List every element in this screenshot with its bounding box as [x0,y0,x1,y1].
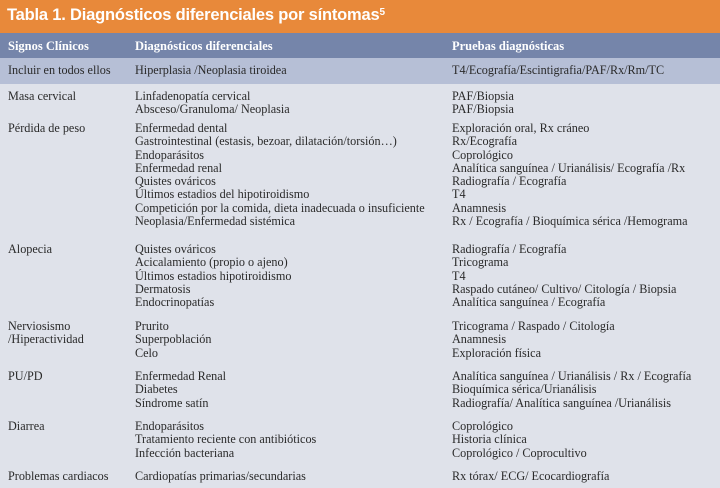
test-line: Exploración oral, Rx cráneo [452,121,590,135]
cell-sign [8,64,134,77]
cell-tests [452,420,720,460]
cell-tests [452,370,720,410]
cell-sign [8,90,134,103]
diagnosis-line: Síndrome satín [135,395,209,410]
sign-line: Masa cervical [8,89,77,103]
diagnosis-line: Endoparásitos [135,147,205,162]
diagnosis-line: Diabetes [135,382,178,397]
cell-diagnoses [135,243,445,309]
test-line: Analítica sanguínea / Urianálisis/ Ecografía /Rx [452,160,686,175]
cell-sign [8,420,134,433]
test-line: Tricograma [452,255,509,270]
cell-diagnoses [135,320,445,360]
sign-line: Alopecia [8,242,52,256]
test-line: PAF/Biopsia [452,89,514,103]
test-line: Rx tórax/ ECG/ Ecocardiografía [452,469,610,483]
cell-tests [452,122,720,228]
diagnosis-line: Últimos estadios hipotiroidismo [135,268,292,283]
diagnosis-line: Dermatosis [135,281,191,296]
column-header-diagnoses: Diagnósticos diferenciales [135,39,273,53]
table-body [0,84,720,488]
diagnosis-line: Enfermedad renal [135,160,222,175]
table-title-text: Tabla 1. Diagnósticos diferenciales por síntomas [7,6,380,24]
test-line: Analítica sanguínea / Ecografía [452,295,606,310]
test-line: Tricograma / Raspado / Citología [452,319,615,333]
test-line: Rx / Ecografía / Bioquímica sérica /Hemograma [452,214,688,229]
cell-diagnoses [135,370,445,410]
column-header-tests: Pruebas diagnósticas [452,39,565,53]
diagnosis-line: Absceso/Granuloma/ Neoplasia [135,102,290,117]
sign-line: Incluir en todos ellos [8,63,111,77]
cell-tests [452,243,720,309]
test-line: T4 [452,268,466,283]
test-line: Radiografía/ Analítica sanguínea /Urianálisis [452,395,671,410]
sign-line: /Hiperactividad [8,332,84,347]
cell-diagnoses [135,420,445,460]
sign-line: Nerviosismo [8,319,71,333]
diagnosis-line: Competición por la comida, dieta inadecuada o insuficiente [135,200,425,215]
cell-sign [8,320,134,347]
diagnosis-line: Gastrointestinal (estasis, bezoar, dilatación/torsión…) [135,134,397,149]
diagnosis-line: Linfadenopatía cervical [135,89,251,103]
test-line: T4/Ecografía/Escintigrafia/PAF/Rx/Rm/TC [452,63,665,77]
diagnosis-line: Tratamiento reciente con antibióticos [135,432,317,447]
cell-tests [452,320,720,360]
diagnosis-line: Cardiopatías primarias/secundarias [135,469,306,483]
diagnosis-line: Infección bacteriana [135,445,235,460]
title-footnote-reference: 5 [379,7,385,18]
test-line: Coprológico [452,147,513,162]
column-header-signs: Signos Clínicos [8,39,89,53]
sign-line: Pérdida de peso [8,121,86,135]
diagnosis-line: Quistes ováricos [135,242,216,256]
cell-sign [8,243,134,256]
cell-tests [452,90,720,117]
cell-sign [8,470,134,483]
test-line: Bioquímica sérica/Urianálisis [452,382,597,397]
test-line: Radiografía / Ecografía [452,242,567,256]
diagnosis-line: Últimos estadios del hipotiroidismo [135,187,310,202]
cell-sign [8,370,134,383]
test-line: Rx/Ecografía [452,134,517,149]
test-line: T4 [452,187,466,202]
diagnosis-line: Celo [135,345,159,360]
test-line: Historia clínica [452,432,527,447]
cell-diagnoses [135,470,445,483]
diagnosis-line: Endocrinopatías [135,295,215,310]
diagnosis-line: Enfermedad Renal [135,369,227,383]
diagnosis-line: Hiperplasia /Neoplasia tiroidea [135,63,287,77]
cell-tests [452,470,720,483]
test-line: Exploración física [452,345,542,360]
test-line: Anamnesis [452,200,507,215]
sign-line: PU/PD [8,369,43,383]
cell-diagnoses [135,90,445,117]
cell-sign [8,122,134,135]
cell-tests [452,64,720,77]
test-line: Anamnesis [452,332,507,347]
test-line: Coprológico / Coprocultivo [452,445,587,460]
diagnosis-line: Neoplasia/Enfermedad sistémica [135,214,296,229]
table-header-row [0,33,720,58]
diagnosis-line: Enfermedad dental [135,121,228,135]
test-line: PAF/Biopsia [452,102,514,117]
cell-diagnoses [135,122,445,228]
diagnosis-line: Acicalamiento (propio o ajeno) [135,255,288,270]
table-row [0,58,720,84]
diagnosis-line: Prurito [135,319,169,333]
cell-diagnoses [135,64,445,77]
test-line: Analítica sanguínea / Urianálisis / Rx / Ecografía [452,369,692,383]
sign-line: Diarrea [8,419,45,433]
diagnosis-line: Quistes ováricos [135,174,216,189]
diagnosis-line: Superpoblación [135,332,212,347]
test-line: Coprológico [452,419,513,433]
test-line: Radiografía / Ecografía [452,174,567,189]
diagnosis-line: Endoparásitos [135,419,205,433]
table-title [0,0,720,33]
test-line: Raspado cutáneo/ Cultivo/ Citología / Biopsia [452,281,677,296]
sign-line: Problemas cardiacos [8,469,109,483]
